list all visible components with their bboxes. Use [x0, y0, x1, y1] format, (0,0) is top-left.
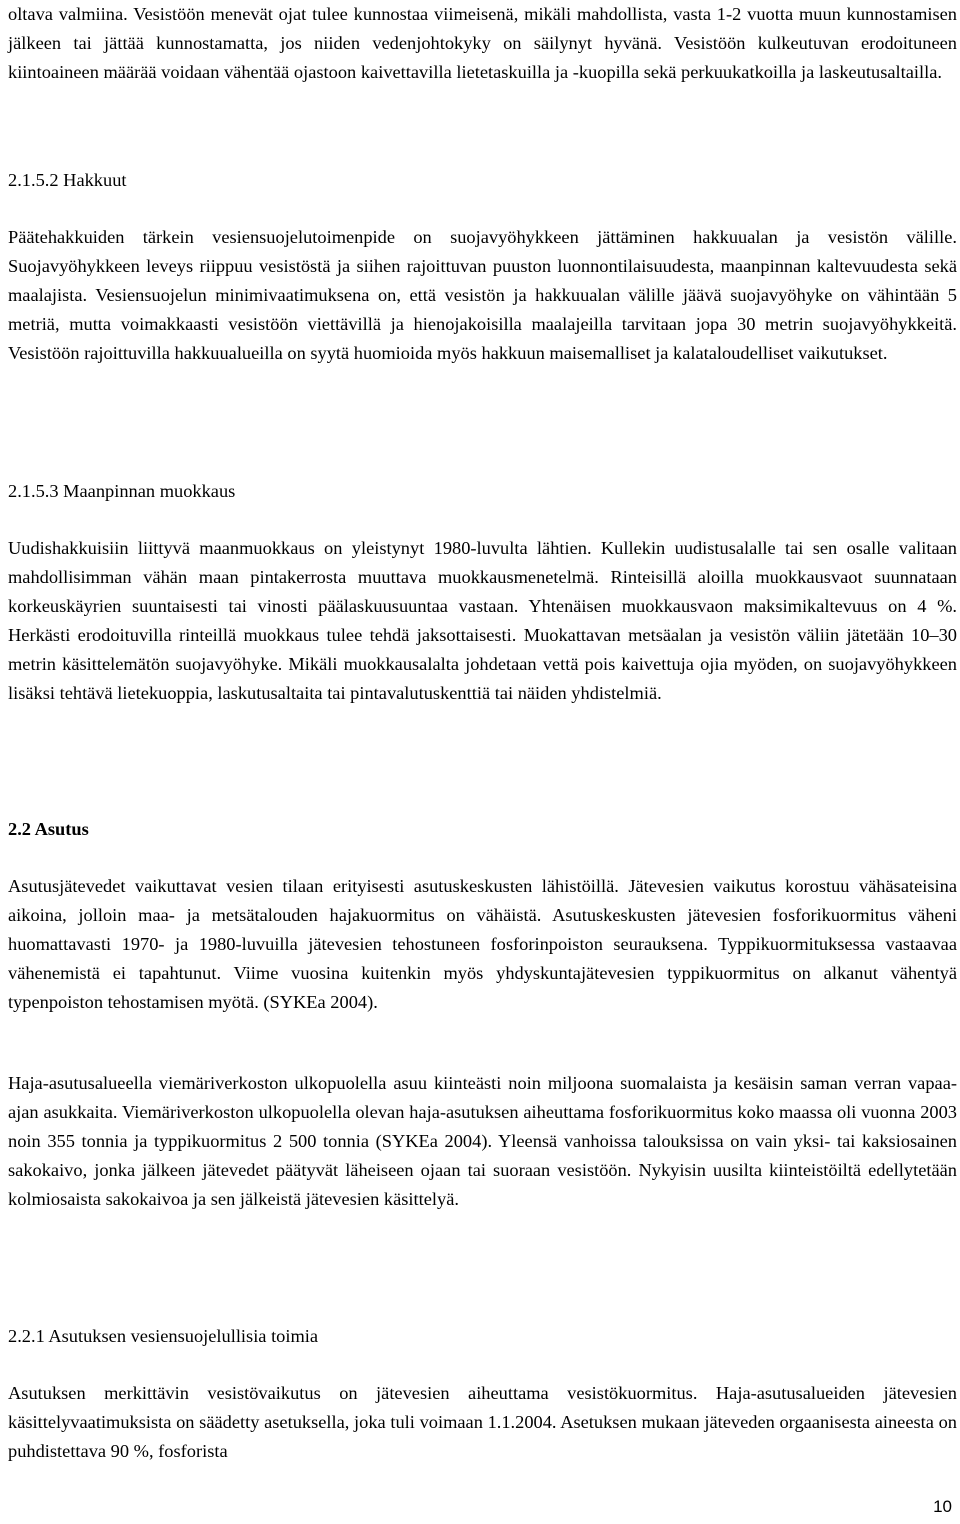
section-hakkuut-paragraph: Päätehakkuiden tärkein vesiensuojelutoimenpide on suojavyöhykkeen jättäminen hakkuualan ja vesistön välille. Suojavyöhykkeen leveys riippuu vesistöstä ja siihen rajoittuvan puuston luonnontilaisuudesta, maanpinnan kaltevuudesta sekä maalajista. Vesiensuojelun minimivaatimuksena on, että vesistön ja hakkuualan välille jäävä suojavyöhyke on vähintään 5 metriä, mutta voimakkaasti vesistöön viettävillä ja hienojakoisilla maalajeilla tarvitaan jopa 30 metrin suojavyöhykkeitä. Vesistöön rajoittuvilla hakkuualueilla on syytä huomioida myös hakkuun maisemalliset ja kalataloudelliset vaikutukset.: [8, 227, 957, 363]
section-maanpinnan-heading: 2.1.5.3 Maanpinnan muokkaus: [8, 481, 236, 501]
section-vesiensuojelulliset-paragraph: Asutuksen merkittävin vesistövaikutus on jätevesien aiheuttama vesistökuormitus. Haja-asutusalueiden jätevesien käsittelyvaatimuksista on säädetty asetuksella, joka tuli voimaan 1.1.2004. Asetuksen mukaan jäteveden orgaanisesta aineesta on puhdistettava 90 %, fosforista: [8, 1383, 957, 1461]
section-vesiensuojelulliset-heading: 2.2.1 Asutuksen vesiensuojelullisia toimia: [8, 1326, 319, 1346]
section-asutus-heading: 2.2 Asutus: [8, 819, 89, 839]
section-asutus-paragraph-1: Asutusjätevedet vaikuttavat vesien tilaan erityisesti asutuskeskusten lähistöillä. Jätevesien vaikutus korostuu vähäsateisina aikoina, jolloin maa- ja metsätalouden hajakuormitus on vähäistä. Asutuskeskusten jätevesien fosforikuormitus väheni huomattavasti 1970- ja 1980-luvuilla jätevesien tehostuneen fosforinpoiston seurauksena. Typpikuormituksessa vastaavaa vähenemistä ei tapahtunut. Viime vuosina kuitenkin myös yhdyskuntajätevesien typpikuormitus on alkanut vähentyä typenpoiston tehostamisen myötä. (SYKEa 2004).: [8, 876, 957, 1012]
section-hakkuut-heading: 2.1.5.2 Hakkuut: [8, 170, 127, 190]
section-asutus-paragraph-2: Haja-asutusalueella viemäriverkoston ulkopuolella asuu kiinteästi noin miljoona suomalaista ja kesäisin saman verran vapaa-ajan asukkaita. Viemäriverkoston ulkopuolella olevan haja-asutuksen aiheuttama fosforikuormitus koko maassa oli vuonna 2003 noin 355 tonnia ja typpikuormitus 2 500 tonnia (SYKEa 2004). Yleensä vanhoissa talouksissa on vain yksi- tai kaksiosainen sakokaivo, jonka jälkeen jätevedet päätyvät läheiseen ojaan tai suoraan vesistöön. Nykyisin uusilta kiinteistöiltä edellytetään kolmiosaista sakokaivoa ja sen jälkeistä jätevesien käsittelyä.: [8, 1073, 957, 1209]
section-maanpinnan-paragraph: Uudishakkuisiin liittyvä maanmuokkaus on yleistynyt 1980-luvulta lähtien. Kullekin uudistusalalle tai sen osalle valitaan mahdollisimman vähän maan pintakerrosta muuttava muokkausmenetelmä. Rinteisillä aloilla muokkausvaot suunnataan korkeuskäyrien suuntaisesti tai vinosti päälaskuusuuntaa vastaan. Yhtenäisen muokkausvaon maksimikaltevuus on 4 %. Herkästi erodoituvilla rinteillä muokkaus tulee tehdä jaksottaisesti. Muokattavan metsäalan ja vesistön väliin jätetään 10–30 metrin käsittelemätön suojavyöhyke. Mikäli muokkausalalta johdetaan vettä pois kaivettuja ojia myöden, on suojavyöhykkeen lisäksi tehtävä lietekuoppia, laskutusaltaita tai pintavalutuskenttiä tai näiden yhdistelmiä.: [8, 538, 957, 703]
page-number: 10: [933, 1497, 952, 1516]
intro-paragraph: oltava valmiina. Vesistöön menevät ojat tulee kunnostaa viimeisenä, mikäli mahdollista, vasta 1-2 vuotta muun kunnostamisen jälkeen tai jättää kunnostamatta, jos niiden vedenjohtokyky on säilynyt hyvänä. Vesistöön kulkeutuvan erodoituneen kiintoaineen määrää voidaan vähentää ojastoon kaivettavilla lietetaskuilla ja -kuopilla sekä perkuukatkoilla ja laskeutusaltailla.: [8, 4, 957, 82]
